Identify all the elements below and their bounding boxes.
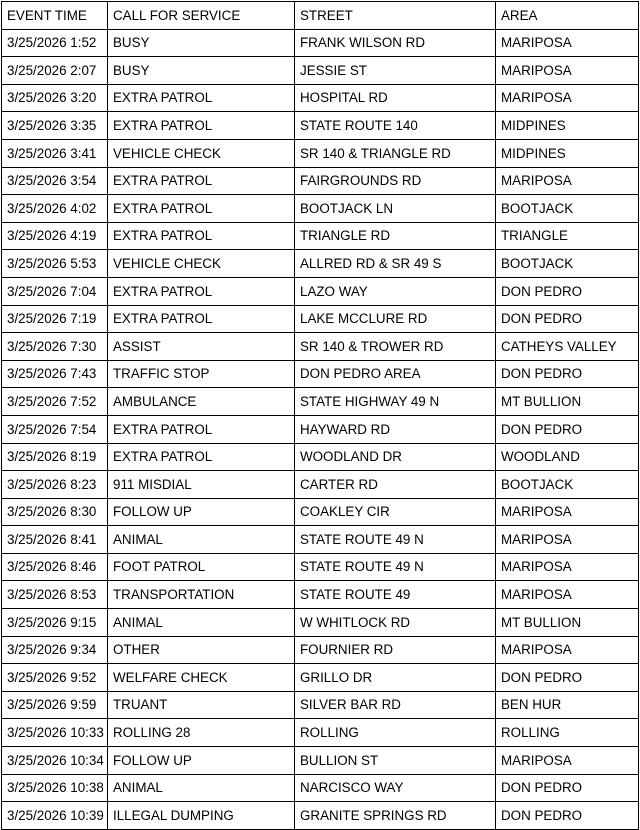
area-cell: MARIPOSA: [496, 29, 639, 57]
street-cell: HOSPITAL RD: [295, 84, 496, 112]
event-time-cell: 3/25/2026 7:52: [2, 388, 108, 416]
table-row: [2, 609, 639, 637]
area-cell: TRIANGLE: [496, 222, 639, 250]
street-cell: SILVER BAR RD: [295, 691, 496, 719]
event-time-cell: 3/25/2026 7:30: [2, 333, 108, 361]
table-row: [2, 636, 639, 664]
call-type-cell: EXTRA PATROL: [108, 305, 295, 333]
call-type-cell: TRANSPORTATION: [108, 581, 295, 609]
area-cell: MARIPOSA: [496, 581, 639, 609]
street-cell: STATE HIGHWAY 49 N: [295, 388, 496, 416]
call-type-cell: EXTRA PATROL: [108, 112, 295, 140]
area-cell: DON PEDRO: [496, 360, 639, 388]
call-log-table: [1, 1, 639, 830]
street-cell: FRANK WILSON RD: [295, 29, 496, 57]
call-type-cell: EXTRA PATROL: [108, 443, 295, 471]
event-time-cell: 3/25/2026 7:43: [2, 360, 108, 388]
table-row: [2, 774, 639, 802]
street-cell: FAIRGROUNDS RD: [295, 167, 496, 195]
event-time-cell: 3/25/2026 3:20: [2, 84, 108, 112]
area-cell: BOOTJACK: [496, 471, 639, 499]
area-cell: DON PEDRO: [496, 774, 639, 802]
area-cell: ROLLING: [496, 719, 639, 747]
table-row: [2, 526, 639, 554]
call-type-cell: AMBULANCE: [108, 388, 295, 416]
table-row: [2, 333, 639, 361]
call-type-cell: WELFARE CHECK: [108, 664, 295, 692]
street-cell: STATE ROUTE 49 N: [295, 526, 496, 554]
street-cell: STATE ROUTE 49: [295, 581, 496, 609]
area-cell: MIDPINES: [496, 112, 639, 140]
call-type-cell: VEHICLE CHECK: [108, 250, 295, 278]
area-cell: MT BULLION: [496, 388, 639, 416]
call-type-cell: EXTRA PATROL: [108, 84, 295, 112]
street-cell: GRILLO DR: [295, 664, 496, 692]
call-type-cell: BUSY: [108, 57, 295, 85]
street-cell: WOODLAND DR: [295, 443, 496, 471]
table-row: [2, 388, 639, 416]
call-type-cell: TRAFFIC STOP: [108, 360, 295, 388]
street-cell: COAKLEY CIR: [295, 498, 496, 526]
area-cell: DON PEDRO: [496, 305, 639, 333]
area-cell: DON PEDRO: [496, 664, 639, 692]
table-row: [2, 84, 639, 112]
street-cell: BULLION ST: [295, 747, 496, 775]
street-cell: TRIANGLE RD: [295, 222, 496, 250]
table-row: [2, 553, 639, 581]
call-type-cell: 911 MISDIAL: [108, 471, 295, 499]
event-time-cell: 3/25/2026 8:30: [2, 498, 108, 526]
table-body: [2, 29, 639, 829]
area-cell: BEN HUR: [496, 691, 639, 719]
event-time-cell: 3/25/2026 9:15: [2, 609, 108, 637]
call-type-cell: BUSY: [108, 29, 295, 57]
area-cell: BOOTJACK: [496, 195, 639, 223]
street-cell: ALLRED RD & SR 49 S: [295, 250, 496, 278]
event-time-cell: 3/25/2026 3:35: [2, 112, 108, 140]
area-cell: MARIPOSA: [496, 526, 639, 554]
area-cell: WOODLAND: [496, 443, 639, 471]
street-cell: W WHITLOCK RD: [295, 609, 496, 637]
call-type-cell: ASSIST: [108, 333, 295, 361]
event-time-cell: 3/25/2026 10:38: [2, 774, 108, 802]
call-type-cell: ANIMAL: [108, 526, 295, 554]
call-type-cell: FOOT PATROL: [108, 553, 295, 581]
header-call-for-service: CALL FOR SERVICE: [108, 2, 295, 30]
area-cell: MIDPINES: [496, 139, 639, 167]
call-type-cell: ILLEGAL DUMPING: [108, 802, 295, 830]
table-row: [2, 498, 639, 526]
area-cell: BOOTJACK: [496, 250, 639, 278]
table-row: [2, 139, 639, 167]
table-row: [2, 222, 639, 250]
table-row: [2, 29, 639, 57]
header-event-time: EVENT TIME: [2, 2, 108, 30]
street-cell: CARTER RD: [295, 471, 496, 499]
area-cell: DON PEDRO: [496, 802, 639, 830]
area-cell: MARIPOSA: [496, 636, 639, 664]
event-time-cell: 3/25/2026 8:53: [2, 581, 108, 609]
event-time-cell: 3/25/2026 1:52: [2, 29, 108, 57]
street-cell: NARCISCO WAY: [295, 774, 496, 802]
event-time-cell: 3/25/2026 9:34: [2, 636, 108, 664]
event-time-cell: 3/25/2026 7:04: [2, 277, 108, 305]
event-time-cell: 3/25/2026 2:07: [2, 57, 108, 85]
header-street: STREET: [295, 2, 496, 30]
header-area: AREA: [496, 2, 639, 30]
table-row: [2, 305, 639, 333]
area-cell: DON PEDRO: [496, 415, 639, 443]
event-time-cell: 3/25/2026 8:46: [2, 553, 108, 581]
street-cell: ROLLING: [295, 719, 496, 747]
event-time-cell: 3/25/2026 4:02: [2, 195, 108, 223]
call-type-cell: VEHICLE CHECK: [108, 139, 295, 167]
table-row: [2, 747, 639, 775]
header-row: [2, 2, 639, 30]
street-cell: STATE ROUTE 140: [295, 112, 496, 140]
call-type-cell: TRUANT: [108, 691, 295, 719]
call-type-cell: OTHER: [108, 636, 295, 664]
table-row: [2, 691, 639, 719]
event-time-cell: 3/25/2026 10:39: [2, 802, 108, 830]
table-row: [2, 277, 639, 305]
table-row: [2, 802, 639, 830]
event-time-cell: 3/25/2026 9:52: [2, 664, 108, 692]
table-row: [2, 167, 639, 195]
street-cell: DON PEDRO AREA: [295, 360, 496, 388]
table-row: [2, 581, 639, 609]
area-cell: CATHEYS VALLEY: [496, 333, 639, 361]
area-cell: MARIPOSA: [496, 498, 639, 526]
table-row: [2, 443, 639, 471]
event-time-cell: 3/25/2026 3:54: [2, 167, 108, 195]
street-cell: SR 140 & TROWER RD: [295, 333, 496, 361]
table-row: [2, 250, 639, 278]
table-row: [2, 415, 639, 443]
area-cell: MARIPOSA: [496, 553, 639, 581]
area-cell: MARIPOSA: [496, 167, 639, 195]
event-time-cell: 3/25/2026 8:23: [2, 471, 108, 499]
call-type-cell: ANIMAL: [108, 609, 295, 637]
area-cell: DON PEDRO: [496, 277, 639, 305]
event-time-cell: 3/25/2026 3:41: [2, 139, 108, 167]
table-row: [2, 719, 639, 747]
call-type-cell: EXTRA PATROL: [108, 277, 295, 305]
street-cell: SR 140 & TRIANGLE RD: [295, 139, 496, 167]
area-cell: MT BULLION: [496, 609, 639, 637]
table-row: [2, 360, 639, 388]
call-type-cell: FOLLOW UP: [108, 498, 295, 526]
call-type-cell: EXTRA PATROL: [108, 415, 295, 443]
event-time-cell: 3/25/2026 7:19: [2, 305, 108, 333]
area-cell: MARIPOSA: [496, 84, 639, 112]
street-cell: LAKE MCCLURE RD: [295, 305, 496, 333]
event-time-cell: 3/25/2026 7:54: [2, 415, 108, 443]
table-row: [2, 664, 639, 692]
event-time-cell: 3/25/2026 10:34: [2, 747, 108, 775]
street-cell: HAYWARD RD: [295, 415, 496, 443]
event-time-cell: 3/25/2026 8:19: [2, 443, 108, 471]
street-cell: BOOTJACK LN: [295, 195, 496, 223]
call-type-cell: FOLLOW UP: [108, 747, 295, 775]
street-cell: GRANITE SPRINGS RD: [295, 802, 496, 830]
street-cell: LAZO WAY: [295, 277, 496, 305]
event-time-cell: 3/25/2026 8:41: [2, 526, 108, 554]
street-cell: FOURNIER RD: [295, 636, 496, 664]
event-time-cell: 3/25/2026 10:33: [2, 719, 108, 747]
table-row: [2, 112, 639, 140]
event-time-cell: 3/25/2026 4:19: [2, 222, 108, 250]
table-row: [2, 57, 639, 85]
call-type-cell: EXTRA PATROL: [108, 222, 295, 250]
event-time-cell: 3/25/2026 5:53: [2, 250, 108, 278]
area-cell: MARIPOSA: [496, 747, 639, 775]
table-row: [2, 195, 639, 223]
event-time-cell: 3/25/2026 9:59: [2, 691, 108, 719]
street-cell: JESSIE ST: [295, 57, 496, 85]
area-cell: MARIPOSA: [496, 57, 639, 85]
call-type-cell: EXTRA PATROL: [108, 195, 295, 223]
call-type-cell: ANIMAL: [108, 774, 295, 802]
call-type-cell: EXTRA PATROL: [108, 167, 295, 195]
street-cell: STATE ROUTE 49 N: [295, 553, 496, 581]
table-row: [2, 471, 639, 499]
call-type-cell: ROLLING 28: [108, 719, 295, 747]
